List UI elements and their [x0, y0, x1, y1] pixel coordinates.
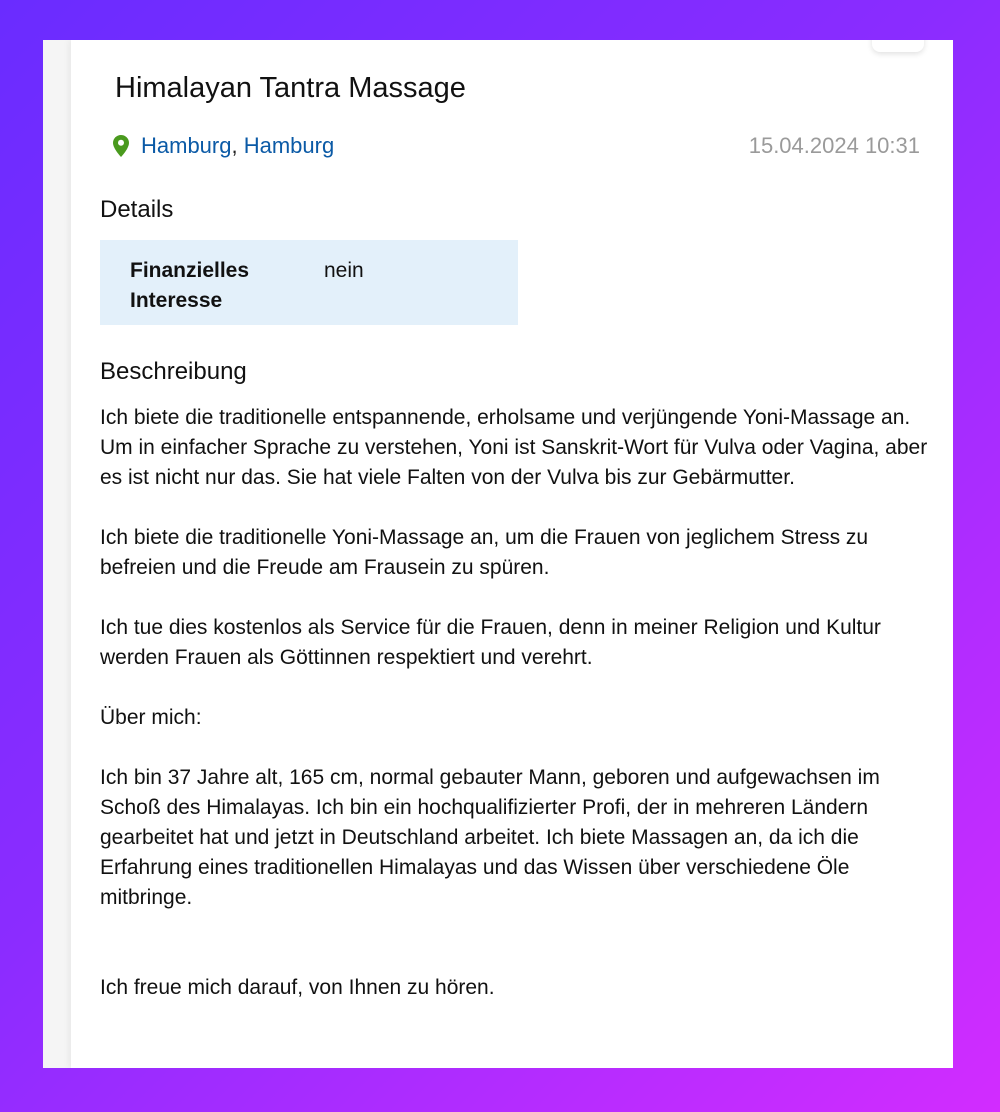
listing-content	[71, 40, 953, 1068]
corner-action-button[interactable]	[872, 40, 924, 52]
listing-card	[43, 40, 953, 1068]
listing-timestamp: 15.04.2024 10:31	[748, 133, 920, 158]
details-table	[100, 240, 518, 325]
description-paragraph: Über mich:	[100, 706, 202, 729]
description-paragraph: Ich bin 37 Jahre alt, 165 cm, normal gebauter Mann, geboren und aufgewachsen im Schoß des Himalayas. Ich bin ein hochqualifizierter Profi, der in mehreren Ländern gearbeitet hat und jetzt in Deutschland arbeitet. Ich biete Massagen an, da ich die Erfahrung eines traditionellen Himalayas und das Wissen über verschiedene Öle mitbringe.	[100, 766, 880, 909]
description-paragraph: Ich biete die traditionelle Yoni-Massage an, um die Frauen von jeglichem Stress zu befreien und die Freude am Frausein zu spüren.	[100, 526, 869, 579]
description-paragraph: Ich biete die traditionelle entspannende, erholsame und verjüngende Yoni-Massage an. Um in einfacher Sprache zu verstehen, Yoni ist Sanskrit-Wort für Vulva oder Vagina, aber es ist nicht nur das. Sie hat viele Falten von der Vulva bis zur Gebärmutter.	[100, 406, 928, 489]
listing-title: Himalayan Tantra Massage	[115, 72, 466, 104]
location-row	[113, 133, 920, 159]
location-separator: ,	[231, 133, 238, 158]
details-value: nein	[324, 259, 364, 282]
description-body	[100, 403, 940, 1003]
details-key: Finanzielles Interesse	[130, 259, 250, 312]
details-heading: Details	[100, 196, 174, 223]
location-region-link[interactable]: Hamburg	[243, 133, 335, 158]
map-pin-icon	[113, 135, 129, 157]
location-city-link[interactable]: Hamburg	[141, 133, 232, 158]
description-paragraph: Ich tue dies kostenlos als Service für die Frauen, denn in meiner Religion und Kultur werden Frauen als Göttinnen respektiert und verehrt.	[100, 616, 881, 669]
description-paragraph: Ich freue mich darauf, von Ihnen zu hören.	[100, 976, 495, 999]
location	[113, 133, 334, 159]
description-heading: Beschreibung	[100, 358, 247, 385]
